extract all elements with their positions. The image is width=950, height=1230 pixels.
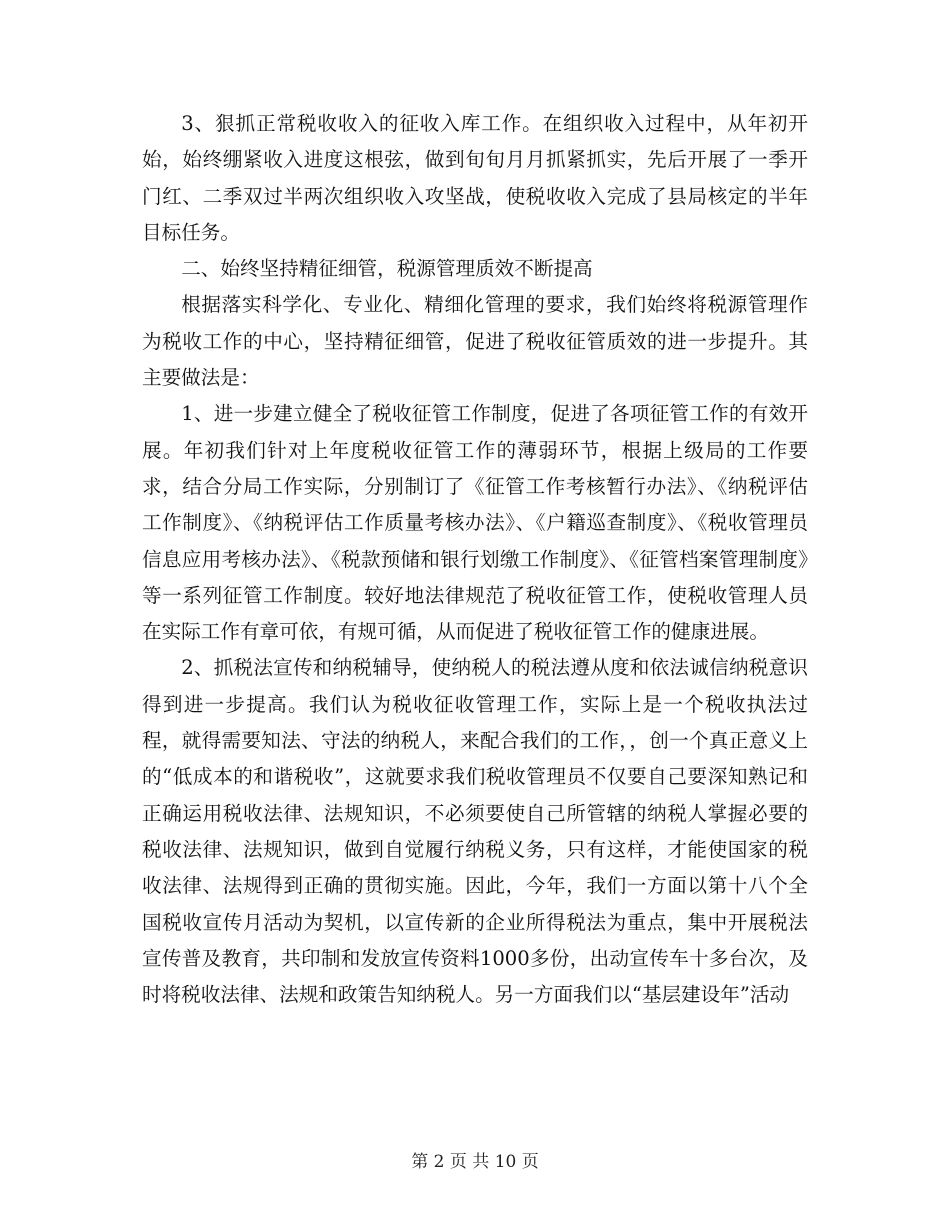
paragraph-management-requirements: 根据落实科学化、专业化、精细化管理的要求，我们始终将税源管理作为税收工作的中心，坚持精征细管，促进了税收征管质效的进一步提升。其主要做法是： bbox=[142, 293, 808, 390]
paragraph-collection-system: 1、进一步建立健全了税收征管工作制度，促进了各项征管工作的有效开展。年初我们针对上年度税收征管工作的薄弱环节，根据上级局的工作要求，结合分局工作实际，分别制订了《征管工作考核暂行办法》、《纳税评估工作制度》、《纳税评估工作质量考核办法》、《户籍巡查制度》、《税收管理员信息应用考核办法》、《税款预储和银行划缴工作制度》、《征管档案管理制度》等一系列征管工作制度。较好地法律规范了税收征管工作，使税收管理人员在实际工作有章可依，有规可循，从而促进了税收征管工作的健康进展。 bbox=[142, 402, 808, 644]
section-heading-tax-source-management: 二、始终坚持精征细管，税源管理质效不断提高 bbox=[181, 257, 593, 281]
document-body bbox=[142, 106, 808, 1013]
paragraph-revenue-collection: 3、狠抓正常税收收入的征收入库工作。在组织收入过程中，从年初开始，始终绷紧收入进度这根弦，做到旬旬月月抓紧抓实，先后开展了一季开门红、二季双过半两次组织收入攻坚战，使税收收入完成了县局核定的半年目标任务。 bbox=[142, 112, 808, 244]
page-number-footer: 第 2 页 共 10 页 bbox=[411, 1152, 539, 1172]
paragraph-tax-law-publicity: 2、抓税法宣传和纳税辅导，使纳税人的税法遵从度和依法诚信纳税意识得到进一步提高。我们认为税收征收管理工作，实际上是一个税收执法过程，就得需要知法、守法的纳税人，来配合我们的工作，，创一个真正意义上的“低成本的和谐税收”，这就要求我们税收管理员不仅要自己要深知熟记和正确运用税收法律、法规知识，不必须要使自己所管辖的纳税人掌握必要的税收法律、法规知识，做到自觉履行纳税义务，只有这样，才能使国家的税收法律、法规得到正确的贯彻实施。因此，今年，我们一方面以第十八个全国税收宣传月活动为契机，以宣传新的企业所得税法为重点，集中开展税法宣传普及教育，共印制和发放宣传资料1000多份，出动宣传车十多台次，及时将税收法律、法规和政策告知纳税人。另一方面我们以“基层建设年”活动 bbox=[142, 656, 808, 1007]
